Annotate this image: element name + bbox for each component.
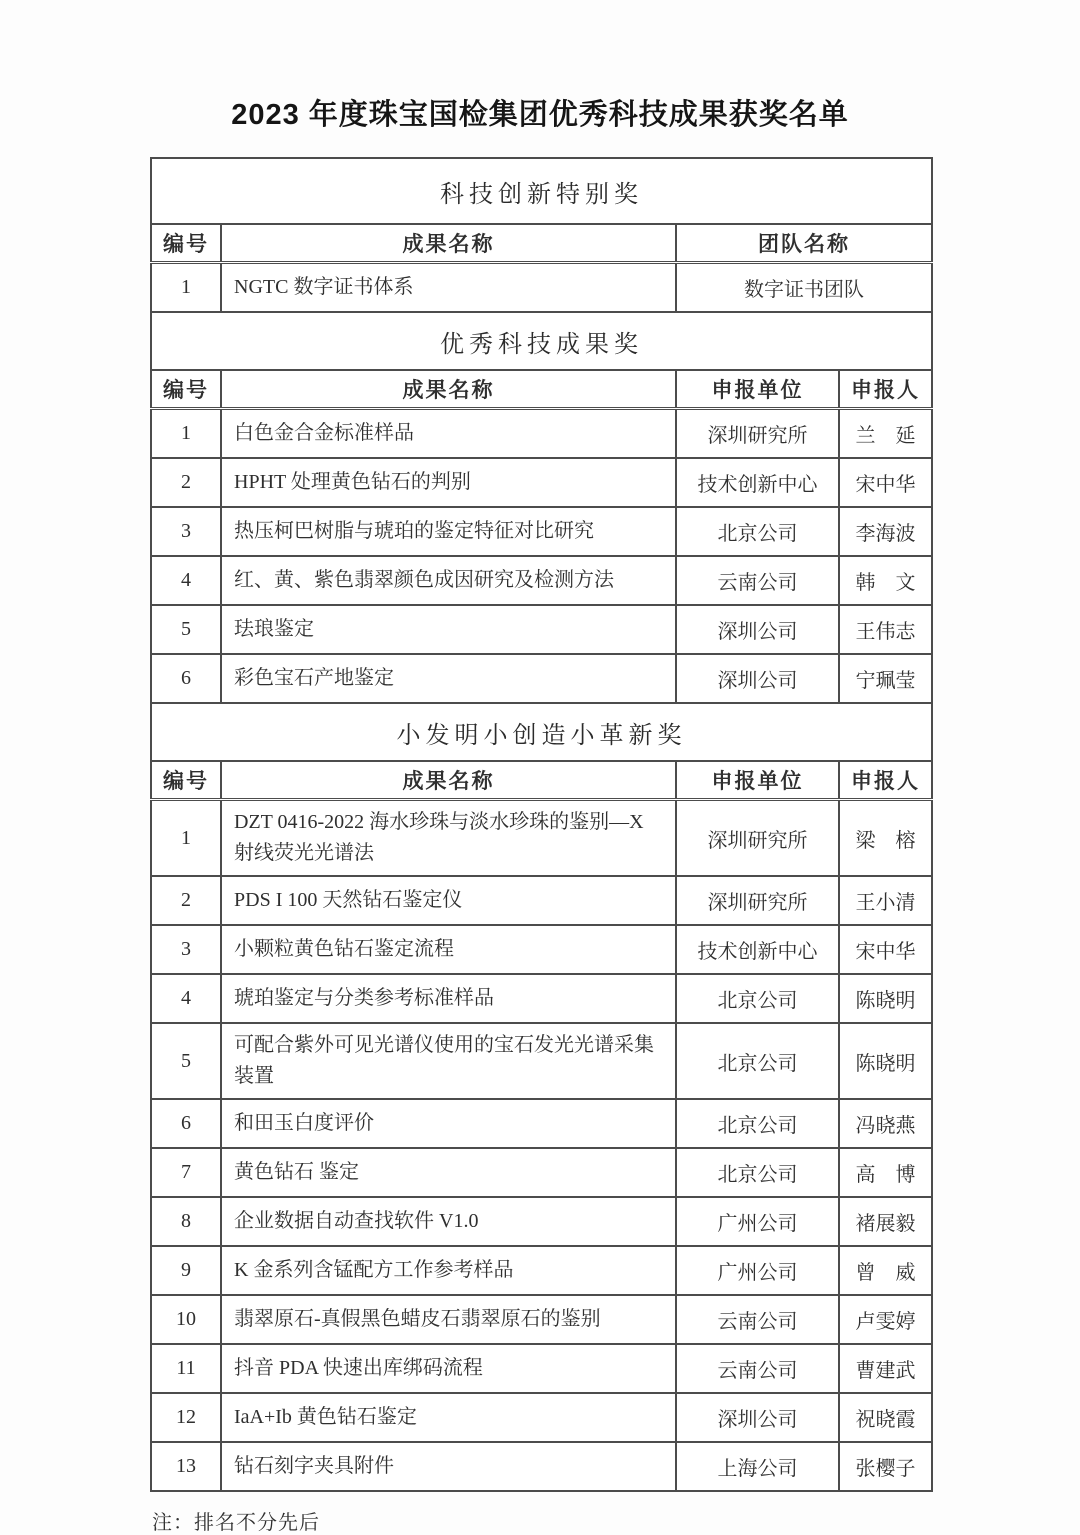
footnote: 注：排名不分先后	[152, 1512, 320, 1534]
table-row	[151, 974, 932, 1023]
cell-no: 13	[151, 1442, 221, 1491]
cell-achievement: 和田玉白度评价	[221, 1099, 676, 1148]
cell-unit: 广州公司	[676, 1197, 839, 1246]
award-title: 小发明小创造小革新奖	[151, 703, 932, 761]
table-row	[151, 556, 932, 605]
table-row	[151, 1393, 932, 1442]
cell-achievement: 翡翠原石-真假黑色蜡皮石翡翠原石的鉴别	[221, 1295, 676, 1344]
cell-unit: 云南公司	[676, 556, 839, 605]
cell-no: 12	[151, 1393, 221, 1442]
table-row	[151, 1442, 932, 1491]
awards-table-body	[151, 158, 932, 1491]
table-row	[151, 605, 932, 654]
document-page	[0, 92, 1080, 1534]
awards-table	[150, 157, 933, 1492]
column-header: 成果名称	[221, 224, 676, 263]
table-row	[151, 1295, 932, 1344]
cell-person: 李海波	[839, 507, 932, 556]
table-row	[151, 507, 932, 556]
column-header: 申报人	[839, 370, 932, 409]
cell-no: 6	[151, 654, 221, 703]
cell-no: 2	[151, 458, 221, 507]
table-row	[151, 1197, 932, 1246]
cell-achievement: NGTC 数字证书体系	[221, 263, 676, 313]
cell-achievement: 珐琅鉴定	[221, 605, 676, 654]
cell-no: 5	[151, 605, 221, 654]
cell-unit: 技术创新中心	[676, 458, 839, 507]
award-title: 优秀科技成果奖	[151, 312, 932, 370]
cell-no: 9	[151, 1246, 221, 1295]
cell-person: 高 博	[839, 1148, 932, 1197]
cell-unit: 北京公司	[676, 1148, 839, 1197]
cell-person: 宋中华	[839, 458, 932, 507]
column-header: 成果名称	[221, 370, 676, 409]
table-row	[151, 263, 932, 313]
cell-no: 3	[151, 925, 221, 974]
cell-no: 7	[151, 1148, 221, 1197]
cell-unit: 北京公司	[676, 1023, 839, 1099]
header-row	[151, 761, 932, 800]
cell-achievement: 琥珀鉴定与分类参考标准样品	[221, 974, 676, 1023]
award-banner-row	[151, 312, 932, 370]
cell-unit: 北京公司	[676, 974, 839, 1023]
cell-no: 11	[151, 1344, 221, 1393]
cell-person: 王小清	[839, 876, 932, 925]
cell-achievement: 红、黄、紫色翡翠颜色成因研究及检测方法	[221, 556, 676, 605]
column-header: 申报单位	[676, 761, 839, 800]
cell-unit: 深圳研究所	[676, 876, 839, 925]
cell-achievement: 彩色宝石产地鉴定	[221, 654, 676, 703]
column-header: 编号	[151, 761, 221, 800]
cell-no: 4	[151, 556, 221, 605]
cell-unit: 云南公司	[676, 1344, 839, 1393]
column-header: 申报单位	[676, 370, 839, 409]
cell-unit: 技术创新中心	[676, 925, 839, 974]
cell-person: 韩 文	[839, 556, 932, 605]
cell-person: 宁珮莹	[839, 654, 932, 703]
cell-unit: 北京公司	[676, 1099, 839, 1148]
cell-person: 梁 榕	[839, 800, 932, 877]
column-header: 团队名称	[676, 224, 932, 263]
cell-person: 曹建武	[839, 1344, 932, 1393]
cell-achievement: IaA+Ib 黄色钻石鉴定	[221, 1393, 676, 1442]
cell-no: 8	[151, 1197, 221, 1246]
cell-person: 陈晓明	[839, 1023, 932, 1099]
cell-team: 数字证书团队	[676, 263, 932, 313]
cell-unit: 北京公司	[676, 507, 839, 556]
cell-no: 6	[151, 1099, 221, 1148]
table-row	[151, 925, 932, 974]
cell-no: 1	[151, 409, 221, 459]
cell-person: 兰 延	[839, 409, 932, 459]
table-row	[151, 1148, 932, 1197]
cell-no: 2	[151, 876, 221, 925]
cell-no: 4	[151, 974, 221, 1023]
cell-no: 5	[151, 1023, 221, 1099]
cell-achievement: 黄色钻石 鉴定	[221, 1148, 676, 1197]
award-banner-row	[151, 158, 932, 224]
cell-achievement: 可配合紫外可见光谱仪使用的宝石发光光谱采集装置	[221, 1023, 676, 1099]
cell-achievement: DZT 0416-2022 海水珍珠与淡水珍珠的鉴别—X射线荧光光谱法	[221, 800, 676, 877]
table-row	[151, 1023, 932, 1099]
cell-person: 陈晓明	[839, 974, 932, 1023]
cell-person: 张樱子	[839, 1442, 932, 1491]
table-row	[151, 1099, 932, 1148]
cell-no: 1	[151, 263, 221, 313]
cell-person: 宋中华	[839, 925, 932, 974]
cell-achievement: 小颗粒黄色钻石鉴定流程	[221, 925, 676, 974]
cell-achievement: K 金系列含锰配方工作参考样品	[221, 1246, 676, 1295]
table-row	[151, 654, 932, 703]
cell-person: 祝晓霞	[839, 1393, 932, 1442]
column-header: 申报人	[839, 761, 932, 800]
table-row	[151, 800, 932, 877]
cell-achievement: PDS I 100 天然钻石鉴定仪	[221, 876, 676, 925]
cell-person: 冯晓燕	[839, 1099, 932, 1148]
cell-achievement: 热压柯巴树脂与琥珀的鉴定特征对比研究	[221, 507, 676, 556]
cell-achievement: 白色金合金标准样品	[221, 409, 676, 459]
cell-no: 1	[151, 800, 221, 877]
cell-person: 卢雯婷	[839, 1295, 932, 1344]
cell-achievement: HPHT 处理黄色钻石的判别	[221, 458, 676, 507]
cell-person: 褚展毅	[839, 1197, 932, 1246]
table-row	[151, 1246, 932, 1295]
cell-achievement: 钻石刻字夹具附件	[221, 1442, 676, 1491]
cell-person: 曾 威	[839, 1246, 932, 1295]
cell-unit: 云南公司	[676, 1295, 839, 1344]
column-header: 成果名称	[221, 761, 676, 800]
table-row	[151, 458, 932, 507]
cell-achievement: 抖音 PDA 快速出库绑码流程	[221, 1344, 676, 1393]
table-row	[151, 876, 932, 925]
cell-unit: 上海公司	[676, 1442, 839, 1491]
award-banner-row	[151, 703, 932, 761]
page-title: 2023 年度珠宝国检集团优秀科技成果获奖名单	[231, 99, 849, 131]
cell-person: 王伟志	[839, 605, 932, 654]
cell-unit: 深圳公司	[676, 654, 839, 703]
cell-unit: 深圳公司	[676, 605, 839, 654]
cell-unit: 深圳公司	[676, 1393, 839, 1442]
table-row	[151, 1344, 932, 1393]
awards-table-container	[150, 157, 931, 1492]
column-header: 编号	[151, 224, 221, 263]
award-title: 科技创新特别奖	[151, 158, 932, 224]
cell-no: 3	[151, 507, 221, 556]
cell-unit: 深圳研究所	[676, 800, 839, 877]
table-row	[151, 409, 932, 459]
header-row	[151, 370, 932, 409]
cell-unit: 深圳研究所	[676, 409, 839, 459]
cell-no: 10	[151, 1295, 221, 1344]
column-header: 编号	[151, 370, 221, 409]
header-row	[151, 224, 932, 263]
cell-achievement: 企业数据自动查找软件 V1.0	[221, 1197, 676, 1246]
cell-unit: 广州公司	[676, 1246, 839, 1295]
